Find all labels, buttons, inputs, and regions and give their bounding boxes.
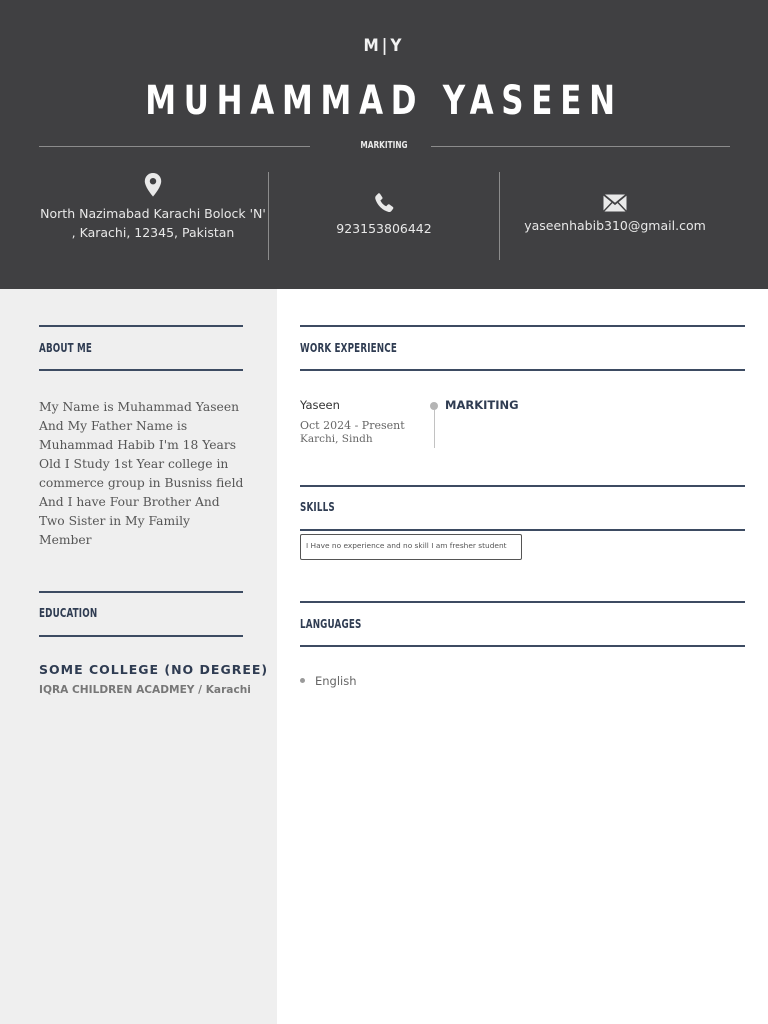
education-school: IQRA CHILDREN ACADMEY / Karachi xyxy=(39,684,251,696)
skills-title: SKILLS xyxy=(300,499,335,514)
section-rule xyxy=(300,369,745,371)
monogram: M|Y xyxy=(363,36,405,56)
section-rule xyxy=(300,325,745,327)
contact-email xyxy=(500,172,730,260)
education-degree: SOME COLLEGE (NO DEGREE) xyxy=(39,662,269,677)
languages-title: LANGUAGES xyxy=(300,616,362,631)
resume-header xyxy=(0,0,768,289)
skill-tag: I Have no experience and no skill I am fresher student xyxy=(300,534,522,560)
contact-address xyxy=(38,172,268,260)
contact-phone xyxy=(269,172,499,260)
about-title: ABOUT ME xyxy=(39,340,93,355)
language-item: English xyxy=(315,674,357,688)
section-rule xyxy=(39,591,243,593)
section-rule xyxy=(39,369,243,371)
section-rule xyxy=(300,485,745,487)
timeline-dot xyxy=(430,402,438,410)
address-text: North Nazimabad Karachi Bolock 'N' , Karachi, 12345, Pakistan xyxy=(40,206,266,240)
full-name: MUHAMMAD YASEEN xyxy=(145,78,623,124)
section-rule xyxy=(300,645,745,647)
work-experience-title: WORK EXPERIENCE xyxy=(300,340,398,355)
job-role: MARKITING xyxy=(360,140,408,151)
work-entry-location: Karchi, Sindh xyxy=(300,433,373,445)
divider xyxy=(431,146,730,147)
envelope-icon xyxy=(603,194,627,212)
education-title: EDUCATION xyxy=(39,605,98,620)
work-entry-name: Yaseen xyxy=(300,398,340,412)
about-text: My Name is Muhammad Yaseen And My Father Name is Muhammad Habib I'm 18 Years Old I Study 1st Year college in commerce group in Busniss field And I have Four Brother And Two Sister in My Family Member xyxy=(39,400,244,547)
work-entry-position: MARKITING xyxy=(445,398,519,412)
section-rule xyxy=(39,635,243,637)
section-rule xyxy=(300,601,745,603)
timeline-line xyxy=(434,410,436,448)
bullet xyxy=(300,678,305,683)
section-rule xyxy=(39,325,243,327)
location-pin-icon xyxy=(143,172,163,198)
work-entry-dates: Oct 2024 - Present xyxy=(300,419,405,432)
section-rule xyxy=(300,529,745,531)
phone-icon xyxy=(373,192,395,214)
divider xyxy=(39,146,310,147)
email-address[interactable]: yaseenhabib310@gmail.com xyxy=(524,218,706,233)
phone-number[interactable]: 923153806442 xyxy=(336,221,432,236)
